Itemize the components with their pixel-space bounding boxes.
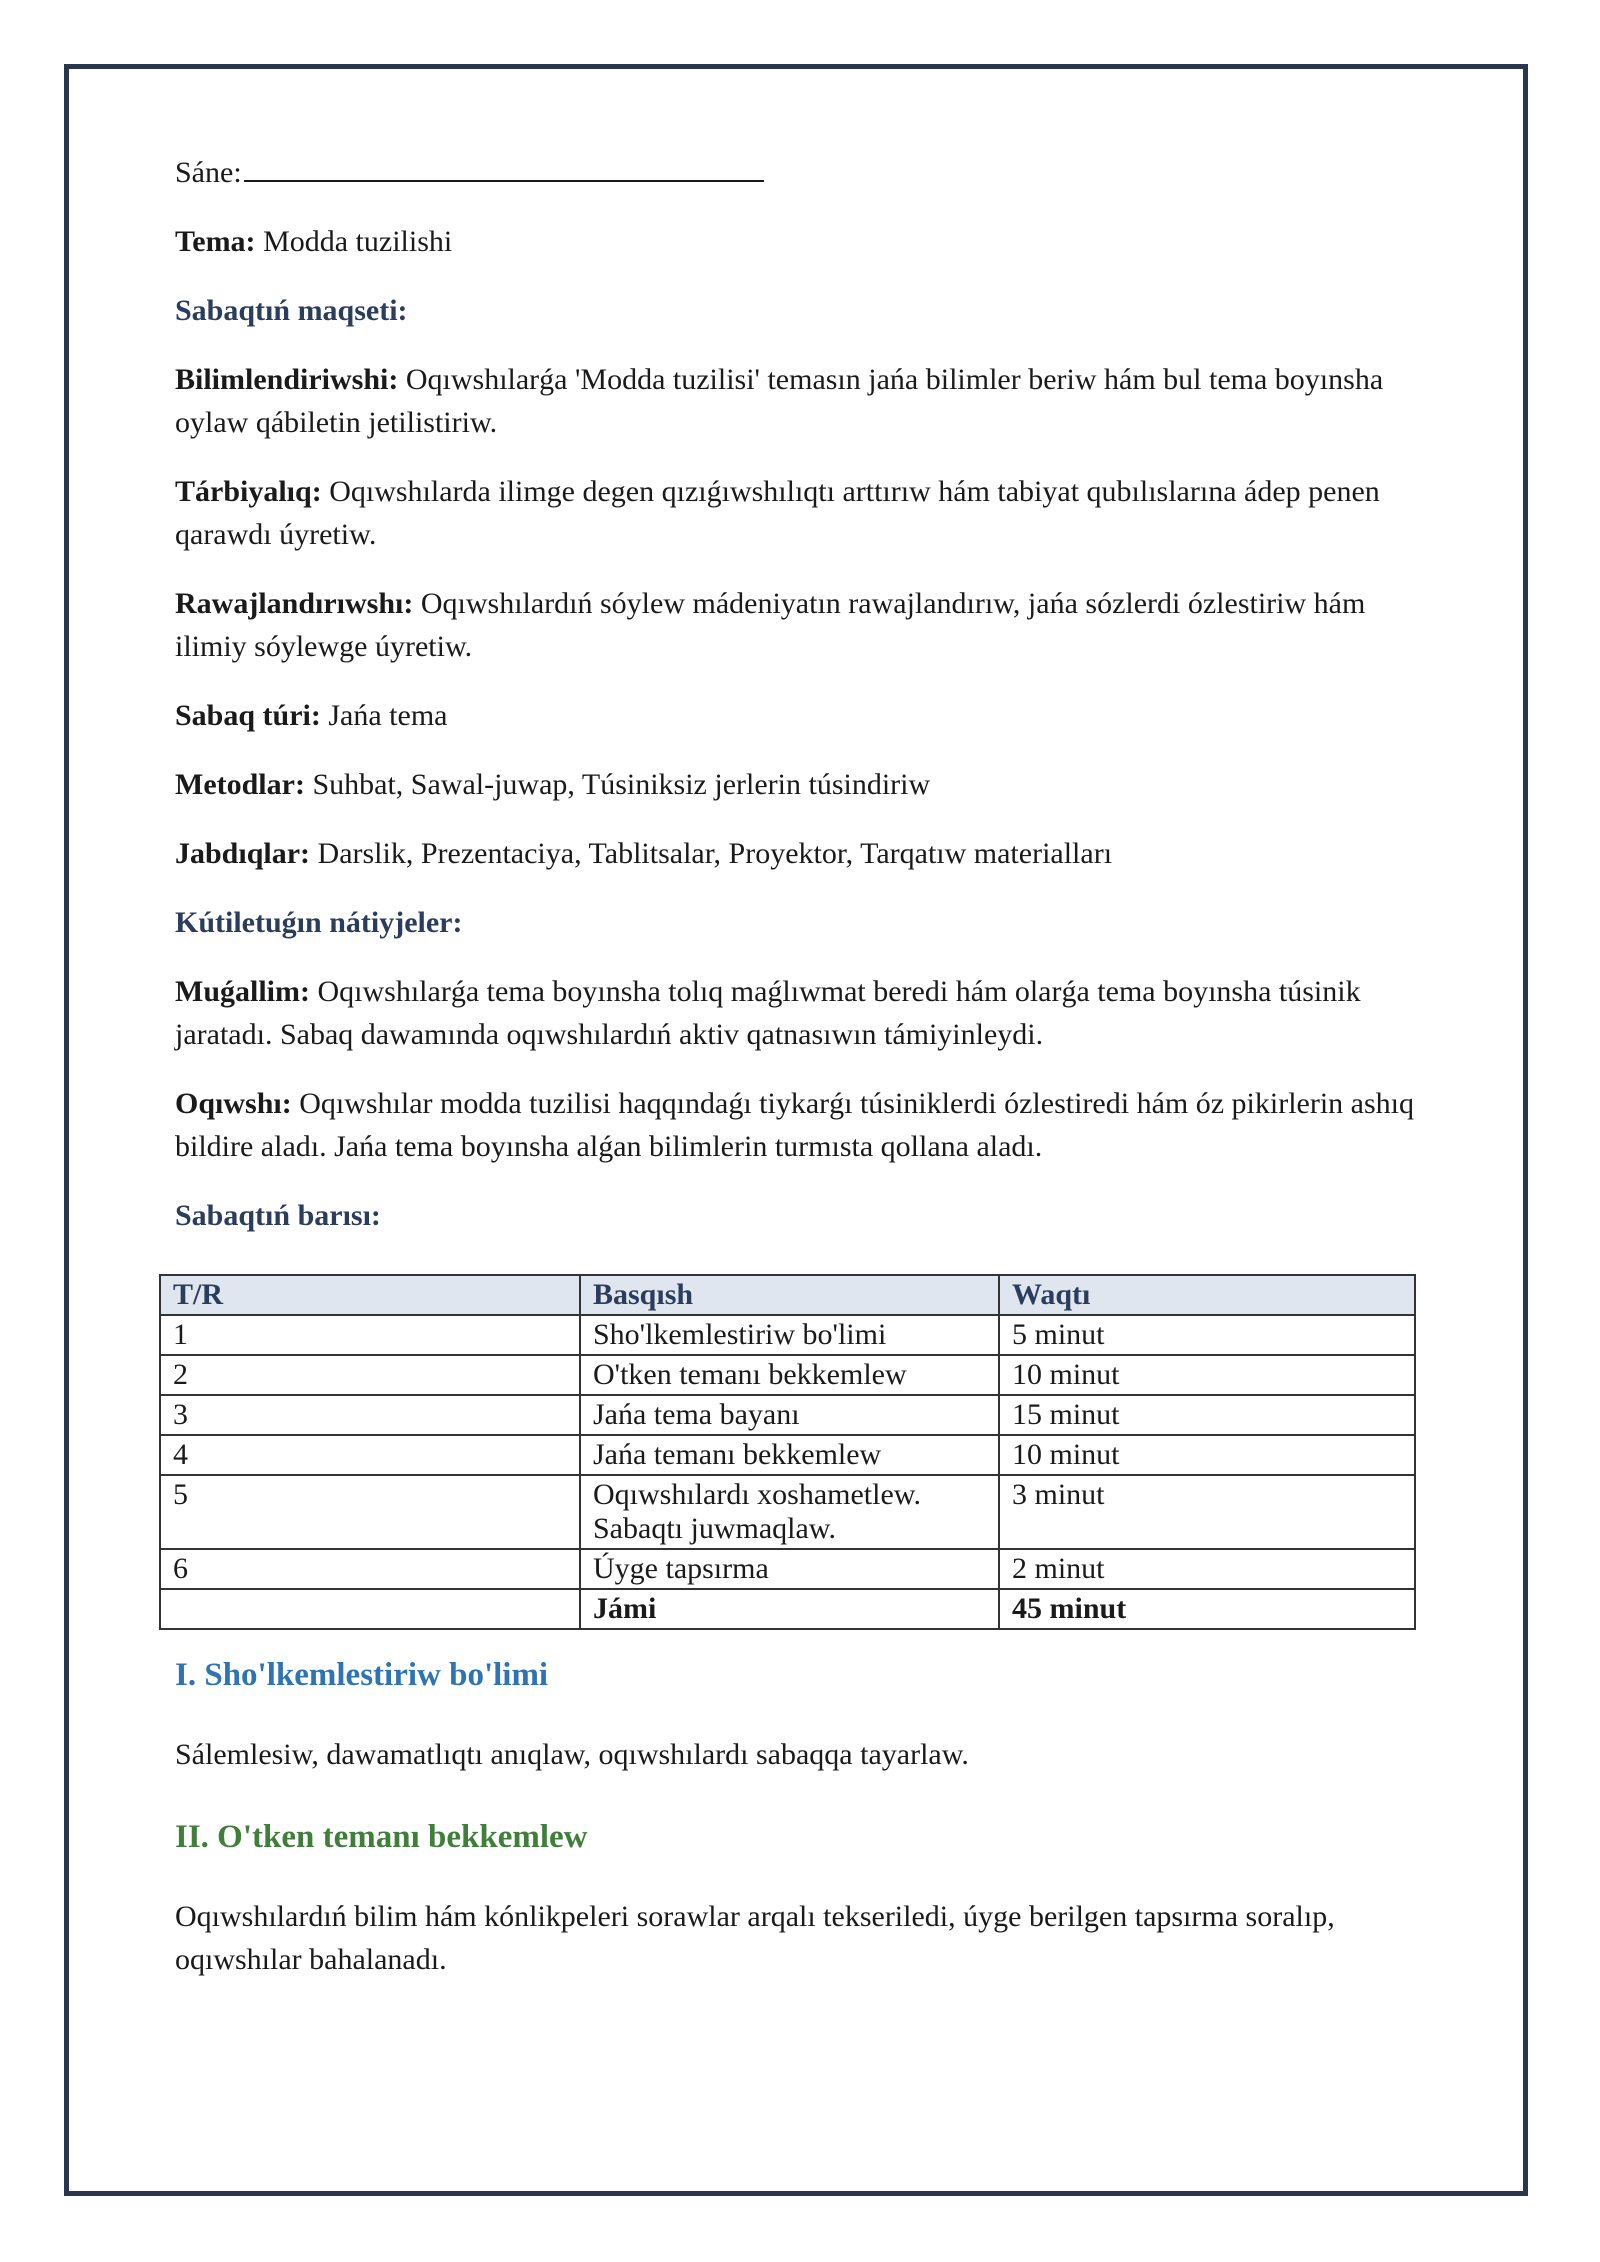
table-header-cell: Waqtı (999, 1275, 1415, 1315)
goal-label: Rawajlandırıwshı: (175, 587, 414, 620)
flow-heading: Sabaqtıń barısı: (175, 1199, 381, 1232)
result-student (175, 1082, 1435, 1168)
result-text: Oqıwshılar modda tuzilisi haqqındaǵı tiykarǵı túsiniklerdi ózlestiredi hám óz pikirlerin ashıq bildire aladı. Jańa tema boyınsha alǵan bilimlerin turmısta qollana aladı. (175, 1087, 1414, 1163)
section2-heading: II. O'tken temanı bekkemlew (175, 1819, 588, 1855)
table-cell: 45 minut (999, 1589, 1415, 1629)
lesson-flow-table (159, 1274, 1416, 1630)
table-row (160, 1395, 1415, 1435)
table-cell: Oqıwshılardı xoshametlew. Sabaqtı juwmaqlaw. (580, 1475, 999, 1549)
table-cell: 2 minut (999, 1549, 1415, 1589)
equipment-label: Jabdıqlar: (175, 837, 311, 870)
table-cell: Jańa tema bayanı (580, 1395, 999, 1435)
table-cell: 15 minut (999, 1395, 1415, 1435)
table-cell: 5 minut (999, 1315, 1415, 1355)
section2-text: Oqıwshılardıń bilim hám kónlikpeleri sorawlar arqalı tekseriledi, úyge berilgen tapsırma soralıp, oqıwshılar bahalanadı. (175, 1900, 1335, 1976)
lesson-sections (175, 1654, 1435, 2007)
table-cell: 3 (160, 1395, 580, 1435)
result-label: Oqıwshı: (175, 1087, 292, 1120)
date-label: Sáne: (175, 156, 242, 189)
table-cell: Jańa temanı bekkemlew (580, 1435, 999, 1475)
equipment-value: Darslik, Prezentaciya, Tablitsalar, Proyektor, Tarqatıw materialları (310, 837, 1113, 870)
table-row (160, 1549, 1415, 1589)
methods-row (175, 763, 1435, 806)
table-row (160, 1355, 1415, 1395)
goal-label: Tárbiyalıq: (175, 475, 322, 508)
lesson-plan-header (175, 150, 1435, 1263)
table-cell: 5 (160, 1475, 580, 1549)
table-row (160, 1315, 1415, 1355)
goal-upbringing (175, 470, 1435, 556)
section1-text: Sálemlesiw, dawamatlıqtı anıqlaw, oqıwshılardı sabaqqa tayarlaw. (175, 1738, 969, 1771)
date-line-row (175, 150, 1435, 194)
table-cell: 2 (160, 1355, 580, 1395)
goal-heading: Sabaqtıń maqseti: (175, 294, 408, 327)
goal-label: Bilimlendiriwshi: (175, 363, 399, 396)
date-blank-line (244, 150, 764, 182)
lesson-type-value: Jańa tema (320, 699, 448, 732)
table-header-row (160, 1275, 1415, 1315)
table-header-cell: Basqısh (580, 1275, 999, 1315)
table-row (160, 1475, 1415, 1549)
methods-value: Suhbat, Sawal-juwap, Túsiniksiz jerlerin túsindiriw (304, 768, 931, 801)
goal-educational (175, 358, 1435, 444)
table-cell: Úyge tapsırma (580, 1549, 999, 1589)
table-cell: O'tken temanı bekkemlew (580, 1355, 999, 1395)
table-header-cell: T/R (160, 1275, 580, 1315)
table-cell: 10 minut (999, 1355, 1415, 1395)
table-cell: Sho'lkemlestiriw bo'limi (580, 1315, 999, 1355)
results-heading: Kútiletuǵın nátiyjeler: (175, 906, 463, 939)
table-cell: 10 minut (999, 1435, 1415, 1475)
table-cell: 1 (160, 1315, 580, 1355)
table-cell: Jámi (580, 1589, 999, 1629)
table-cell: 3 minut (999, 1475, 1415, 1549)
equipment-row (175, 832, 1435, 875)
topic-label: Tema: (175, 225, 256, 258)
section1-heading: I. Sho'lkemlestiriw bo'limi (175, 1657, 549, 1693)
methods-label: Metodlar: (175, 768, 305, 801)
table-cell: 4 (160, 1435, 580, 1475)
topic-row (175, 220, 1435, 263)
goal-developmental (175, 582, 1435, 668)
result-label: Muǵallim: (175, 975, 310, 1008)
result-text: Oqıwshılarǵa tema boyınsha tolıq maǵlıwmat beredi hám olarǵa tema boyınsha túsinik jaratadı. Sabaq dawamında oqıwshılardıń aktiv qatnasıwın támiyinleydi. (175, 975, 1361, 1051)
goal-text: Oqıwshılarǵa 'Modda tuzilisi' temasın jańa bilimler beriw hám bul tema boyınsha oylaw qábiletin jetilistiriw. (175, 363, 1384, 439)
topic-value: Modda tuzilishi (255, 225, 453, 258)
table-cell: 6 (160, 1549, 580, 1589)
lesson-type-row (175, 694, 1435, 737)
table-cell (160, 1589, 580, 1629)
table-row (160, 1435, 1415, 1475)
goal-text: Oqıwshılardıń sóylew mádeniyatın rawajlandırıw, jańa sózlerdi ózlestiriw hám ilimiy sóylewge úyretiw. (175, 587, 1366, 663)
table-total-row (160, 1589, 1415, 1629)
result-teacher (175, 970, 1435, 1056)
goal-text: Oqıwshılarda ilimge degen qızıǵıwshılıqtı arttırıw hám tabiyat qubılıslarına ádep penen qarawdı úyretiw. (175, 475, 1380, 551)
lesson-type-label: Sabaq túri: (175, 699, 321, 732)
